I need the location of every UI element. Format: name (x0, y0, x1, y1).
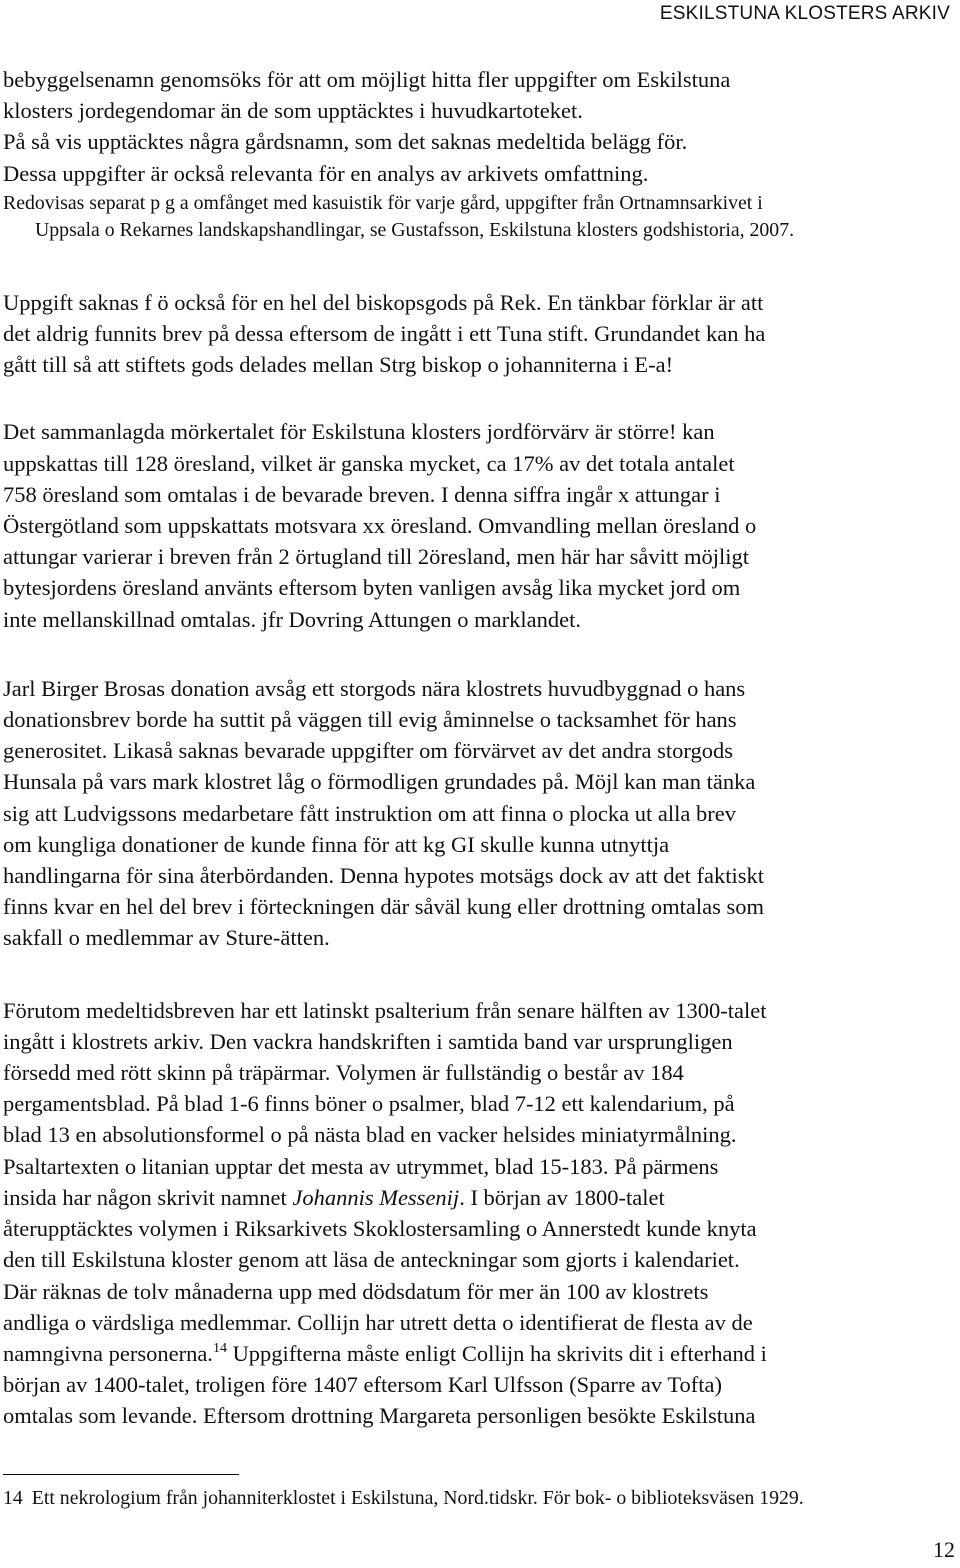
text-line: det aldrig funnits brev på dessa eftersom de ingått i ett Tuna stift. Grundandet kan ha (3, 321, 766, 347)
text-line: inte mellanskillnad omtalas. jfr Dovring Attungen o marklandet. (3, 606, 582, 632)
text-line: omtalas som levande. Eftersom drottning Margareta personligen besökte Eskilstuna (3, 1403, 756, 1429)
page-number: 12 (933, 1537, 955, 1562)
text-segment: insida har någon skrivit namnet (3, 1184, 293, 1210)
text-line: ingått i klostrets arkiv. Den vackra handskriften i samtida band var ursprungligen (3, 1028, 733, 1054)
paragraph-2 (3, 287, 958, 381)
note-line: Redovisas separat p g a omfånget med kasuistik för varje gård, uppgifter från Ortnamnsarkivet i (3, 191, 763, 214)
footnote-separator (3, 1474, 239, 1475)
paragraph-5 (3, 995, 958, 1432)
text-line: andliga o värdsliga medlemmar. Collijn har utrett detta o identifierat de flesta av de (3, 1309, 753, 1335)
running-header: ESKILSTUNA KLOSTERS ARKIV (659, 3, 950, 24)
text-line: 758 öresland som omtalas i de bevarade breven. I denna siffra ingår x attungar i (3, 481, 721, 507)
text-line: sakfall o medlemmar av Sture-ätten. (3, 925, 330, 951)
footnote-number: 14 (3, 1487, 23, 1509)
text-line: uppskattas till 128 öresland, vilket är ganska mycket, ca 17% av det totala antalet (3, 450, 735, 476)
text-line: finns kvar en hel del brev i förteckningen där såväl kung eller drottning omtalas som (3, 894, 765, 920)
footnote (3, 1486, 804, 1510)
text-line: Hunsala på vars mark klostret låg o förmodligen grundades på. Möjl kan man tänka (3, 769, 756, 795)
text-segment: Uppgifterna måste enligt Collijn ha skrivits dit i efterhand i (226, 1340, 767, 1366)
text-line: Det sammanlagda mörkertalet för Eskilstuna klosters jordförvärv är större! kan (3, 419, 715, 445)
text-line (3, 1338, 958, 1369)
text-line (3, 1182, 958, 1213)
paragraph-4 (3, 673, 958, 954)
text-line: donationsbrev borde ha suttit på väggen till evig åminnelse o tacksamhet för hans (3, 707, 737, 733)
note-block (3, 190, 958, 244)
paragraph-3 (3, 416, 958, 634)
text-segment: namngivna personerna. (3, 1340, 213, 1366)
text-line: Dessa uppgifter är också relevanta för en analys av arkivets omfattning. (3, 160, 649, 186)
text-line: försedd med rött skinn på träpärmar. Volymen är fullständig o består av 184 (3, 1060, 684, 1086)
text-line: klosters jordegendomar än de som upptäcktes i huvudkartoteket. (3, 98, 583, 124)
paragraph-1 (3, 64, 958, 189)
text-line: Psaltartexten o litanian upptar det mesta av utrymmet, blad 15-183. På pärmens (3, 1153, 719, 1179)
text-line: Östergötland som uppskattats motsvara xx öresland. Omvandling mellan öresland o (3, 513, 757, 539)
text-line: generositet. Likaså saknas bevarade uppgifter om förvärvet av det andra storgods (3, 738, 733, 764)
text-line: den till Eskilstuna kloster genom att läsa de anteckningar som gjorts i kalendariet. (3, 1247, 740, 1273)
text-line: Uppgift saknas f ö också för en hel del biskopsgods på Rek. En tänkbar förklar är att (3, 289, 764, 315)
text-line: återupptäcktes volymen i Riksarkivets Skoklostersamling o Annerstedt kunde knyta (3, 1216, 757, 1242)
text-line: Förutom medeltidsbreven har ett latinskt psalterium från senare hälften av 1300-talet (3, 997, 767, 1023)
note-line-indented: Uppsala o Rekarnes landskapshandlingar, se Gustafsson, Eskilstuna klosters godshistoria, 2007. (35, 218, 795, 241)
text-line: bytesjordens öresland använts eftersom byten vanligen avsåg lika mycket jord om (3, 575, 741, 601)
text-line: Där räknas de tolv månaderna upp med dödsdatum för mer än 100 av klostrets (3, 1278, 709, 1304)
text-segment: . I början av 1800-talet (459, 1184, 665, 1210)
text-line: sig att Ludvigssons medarbetare fått instruktion om att finna o plocka ut alla brev (3, 800, 736, 826)
footnote-text: Ett nekrologium från johanniterklostet i Eskilstuna, Nord.tidskr. För bok- o biblioteksväsen 1929. (31, 1487, 804, 1509)
text-line: blad 13 en absolutionsformel o på nästa blad en vacker helsides miniatyrmålning. (3, 1122, 737, 1148)
text-line: På så vis upptäcktes några gårdsnamn, som det saknas medeltida belägg för. (3, 129, 688, 155)
text-line: gått till så att stiftets gods delades mellan Strg biskop o johanniterna i E-a! (3, 352, 674, 378)
text-line: om kungliga donationer de kunde finna för att kg GI skulle kunna utnyttja (3, 831, 670, 857)
italic-name: Johannis Messenij (292, 1184, 460, 1210)
text-line: Jarl Birger Brosas donation avsåg ett storgods nära klostrets huvudbyggnad o hans (3, 675, 746, 701)
page-body (3, 64, 958, 1432)
text-line: början av 1400-talet, troligen före 1407 eftersom Karl Ulfsson (Sparre av Tofta) (3, 1372, 723, 1398)
text-line: pergamentsblad. På blad 1-6 finns böner o psalmer, blad 7-12 ett kalendarium, på (3, 1091, 735, 1117)
text-line: handlingarna för sina återbördanden. Denna hypotes motsägs dock av att det faktiskt (3, 863, 765, 889)
text-line: attungar varierar i breven från 2 örtugland till 2öresland, men här har såvitt möjligt (3, 544, 750, 570)
text-line: bebyggelsenamn genomsöks för att om möjligt hitta fler uppgifter om Eskilstuna (3, 67, 731, 92)
footnote-reference[interactable]: 14 (212, 1340, 227, 1356)
